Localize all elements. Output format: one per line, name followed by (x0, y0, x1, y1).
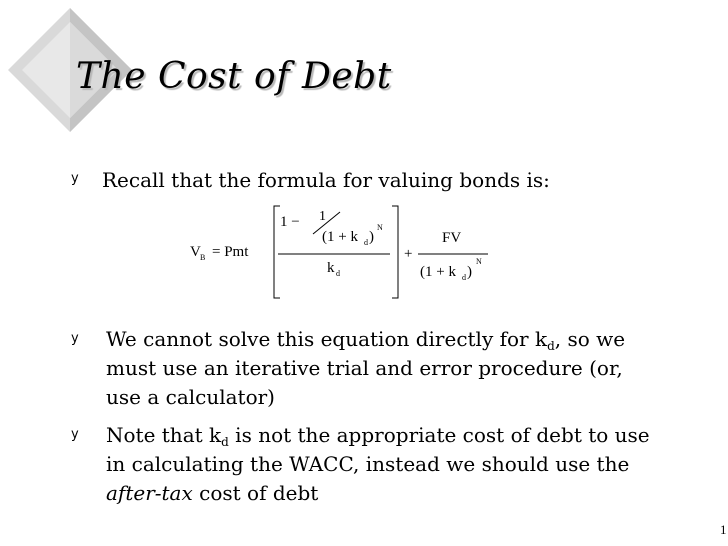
emphasis: after-tax (106, 481, 193, 505)
formula-lhs: V (190, 244, 201, 260)
formula-denominator-sub: d (336, 269, 340, 278)
bullet-text-line: must use an iterative trial and error procedure (or, (106, 356, 623, 380)
formula-base-open: (1 + k (322, 229, 358, 245)
formula-plus: + (404, 246, 413, 262)
formula-inner-one: 1 (319, 209, 326, 224)
bullet-text-line (106, 423, 650, 449)
bullet-marker: y (71, 427, 79, 442)
formula-base-sub: d (364, 238, 368, 247)
bullet-text-line (106, 483, 318, 503)
slide-title: The Cost of Debt (76, 56, 392, 97)
bullet-text-line (106, 327, 626, 353)
formula-exponent: N (377, 223, 383, 232)
bullet-text-part: We cannot solve this equation directly for k (106, 327, 548, 351)
bullet-text-part: cost of debt (192, 481, 319, 505)
formula-denominator: k (327, 260, 335, 276)
subscript: d (221, 435, 229, 449)
slide-number: 1 (720, 522, 727, 537)
bond-valuation-formula (180, 200, 510, 310)
subscript: d (547, 339, 555, 353)
bullet-text-line: use a calculator) (106, 385, 275, 409)
bullet-text-part: , so we (554, 327, 626, 351)
bullet-marker: y (71, 171, 79, 186)
formula-lhs-sub: B (200, 253, 206, 262)
formula-fv-base-open: (1 + k (420, 264, 456, 280)
bullet-text-part: Note that k (106, 423, 222, 447)
bullet-text: Recall that the formula for valuing bonds is: (102, 168, 550, 192)
formula-one-minus: 1 − (280, 214, 300, 230)
formula-fv: FV (442, 230, 462, 246)
formula-fv-base-sub: d (462, 273, 466, 282)
formula-fv-exponent: N (476, 257, 482, 266)
formula-equals-pmt: = Pmt (212, 244, 249, 260)
formula-base-close: ) (369, 229, 374, 245)
bullet-marker: y (71, 331, 79, 346)
bullet-text-line: in calculating the WACC, instead we should use the (106, 452, 630, 476)
formula-fv-base-close: ) (467, 264, 472, 280)
bullet-text-part: is not the appropriate cost of debt to use (228, 423, 650, 447)
